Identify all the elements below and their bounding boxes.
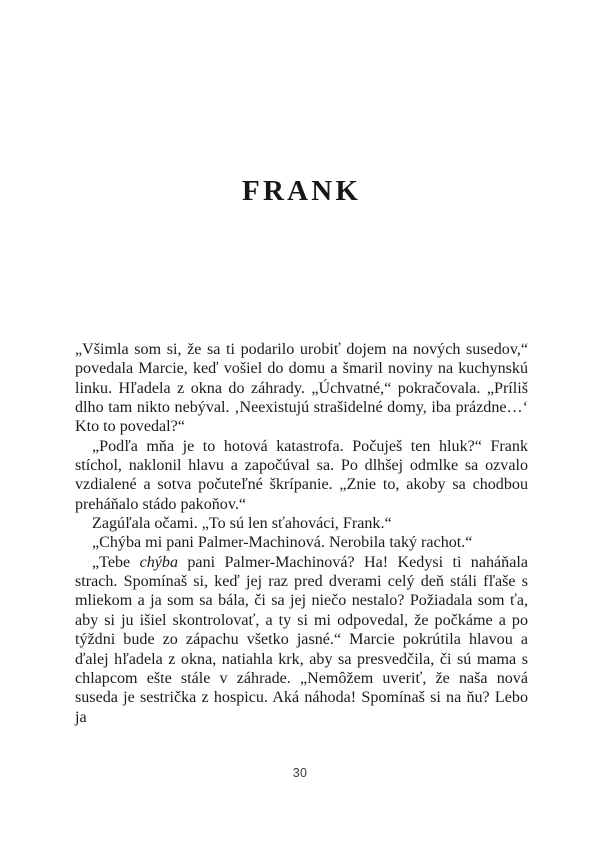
- page-number: 30: [292, 766, 308, 780]
- chapter-title: FRANK: [242, 175, 362, 208]
- paragraph: Zagúľala očami. „To sú len sťahováci, Frank.“: [92, 515, 392, 533]
- paragraph: „Všimla som si, že sa ti podarilo urobiť dojem na nových susedov,“ povedala Marcie, keď vošiel do domu a šmaril noviny na kuchynskú linku. Hľadela z okna do záhrady. „Úchvatné,“ pokračovala. „Príliš dlho tam nikto nebýval. ‚Neexistujú strašidelné domy, iba prázdne…‘ Kto to povedal?“: [75, 341, 528, 436]
- paragraph: „Podľa mňa je to hotová katastrofa. Počuješ ten hluk?“ Frank stíchol, naklonil hlavu a započúval sa. Po dlhšej odmlke sa ozvalo vzdialené a sotva počuteľné škrípanie. „Znie to, akoby sa chodbou preháňalo stádo pakoňov.“: [75, 437, 528, 513]
- paragraph: „Tebe chýba pani Palmer-Machinová? Ha! Kedysi ti naháňala strach. Spomínaš si, keď jej raz pred dverami celý deň stáli fľaše s mliekom a ja som sa bála, či sa jej niečo nestalo? Požiadala som ťa, aby si ju išiel skontrolovať, a ty si mi odpovedal, že počkáme a po týždni bude zo zápachu všetko jasné.“ Marcie pokrútila hlavou a ďalej hľadela z okna, natiahla krk, aby sa presvedčila, či sú mama s chlapcom ešte stále v záhrade. „Nemôžem uveriť, že naša nová suseda je sestrička z hospicu. Aká náhoda! Spomínaš si na ňu? Lebo ja: [75, 553, 528, 726]
- emphasis-text: chýba: [139, 553, 178, 571]
- body-text-block: [75, 340, 528, 727]
- paragraph: „Chýba mi pani Palmer-Machinová. Nerobila taký rachot.“: [92, 534, 473, 552]
